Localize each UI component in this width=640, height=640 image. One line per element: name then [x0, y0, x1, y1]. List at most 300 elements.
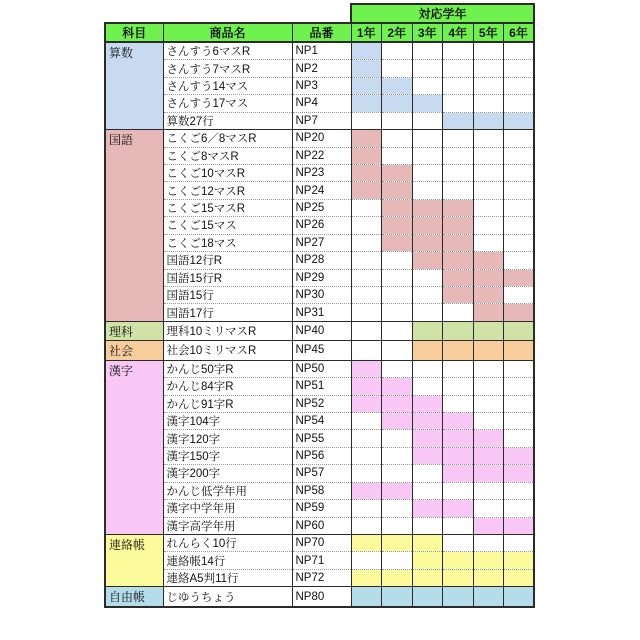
grade-highlight-cell	[443, 269, 474, 286]
grade-highlight-cell	[443, 217, 474, 234]
grade-highlight-cell	[473, 587, 504, 607]
grade-cell	[504, 360, 535, 377]
grade-highlight-cell	[412, 552, 443, 569]
table-row	[105, 95, 534, 112]
product-name-cell: こくご6／8マスR	[163, 130, 292, 147]
product-name-cell: 漢字120字	[163, 430, 292, 447]
col-header-grade-6: 6年	[504, 23, 535, 42]
product-code-cell: NP3	[292, 77, 351, 94]
grade-highlight-cell	[382, 217, 413, 234]
grade-highlight-cell	[382, 95, 413, 112]
grade-highlight-cell	[351, 147, 382, 164]
grade-cell	[351, 412, 382, 429]
grade-cell	[443, 164, 474, 181]
grade-highlight-cell	[504, 569, 535, 586]
grade-cell	[351, 252, 382, 269]
grade-highlight-cell	[382, 534, 413, 551]
grade-highlight-cell	[382, 412, 413, 429]
subject-cell: 理科	[105, 321, 163, 340]
grade-cell	[473, 164, 504, 181]
grade-cell	[504, 378, 535, 395]
product-code-cell: NP70	[292, 534, 351, 551]
grade-highlight-cell	[473, 465, 504, 482]
grade-cell	[504, 42, 535, 60]
product-code-cell: NP80	[292, 587, 351, 607]
table-row	[105, 482, 534, 499]
grade-cell	[504, 430, 535, 447]
grade-cell	[351, 341, 382, 360]
product-code-cell: NP29	[292, 269, 351, 286]
product-name-cell: 国語17行	[163, 304, 292, 321]
grade-highlight-cell	[412, 534, 443, 551]
grade-highlight-cell	[473, 321, 504, 340]
grade-cell	[351, 217, 382, 234]
grade-highlight-cell	[412, 95, 443, 112]
product-name-cell: 理科10ミリマスR	[163, 321, 292, 340]
table-row	[105, 430, 534, 447]
product-code-cell: NP55	[292, 430, 351, 447]
grade-cell	[504, 95, 535, 112]
product-code-cell: NP2	[292, 60, 351, 77]
grade-cell	[382, 304, 413, 321]
grade-cell	[473, 482, 504, 499]
product-code-cell: NP50	[292, 360, 351, 377]
grade-cell	[382, 286, 413, 303]
grade-highlight-cell	[351, 360, 382, 377]
product-code-cell: NP54	[292, 412, 351, 429]
grade-band-row	[105, 4, 534, 23]
grade-highlight-cell	[443, 447, 474, 464]
product-code-cell: NP24	[292, 182, 351, 199]
grade-highlight-cell	[412, 447, 443, 464]
grade-highlight-cell	[473, 569, 504, 586]
grade-cell	[382, 42, 413, 60]
grade-cell	[351, 269, 382, 286]
grade-highlight-cell	[382, 482, 413, 499]
table-row	[105, 395, 534, 412]
grade-cell	[504, 286, 535, 303]
table-row	[105, 587, 534, 607]
grade-cell	[382, 465, 413, 482]
grade-cell	[443, 360, 474, 377]
table-row	[105, 77, 534, 94]
grade-highlight-cell	[504, 465, 535, 482]
grade-highlight-cell	[504, 112, 535, 129]
subject-cell: 社会	[105, 341, 163, 360]
grade-cell	[382, 430, 413, 447]
grade-cell	[504, 482, 535, 499]
product-code-cell: NP72	[292, 569, 351, 586]
table-row	[105, 164, 534, 181]
grade-cell	[443, 77, 474, 94]
grade-cell	[504, 217, 535, 234]
col-header-grade-2: 2年	[382, 23, 413, 42]
table-row	[105, 42, 534, 60]
grade-cell	[504, 234, 535, 251]
grade-cell	[443, 304, 474, 321]
product-code-cell: NP25	[292, 199, 351, 216]
grade-cell	[473, 95, 504, 112]
product-name-cell: 社会10ミリマスR	[163, 341, 292, 360]
grade-highlight-cell	[473, 447, 504, 464]
grade-cell	[351, 321, 382, 340]
grade-cell	[382, 147, 413, 164]
grade-highlight-cell	[412, 199, 443, 216]
grade-highlight-cell	[412, 500, 443, 517]
product-name-cell: 算数27行	[163, 112, 292, 129]
product-code-cell: NP71	[292, 552, 351, 569]
grade-highlight-cell	[412, 395, 443, 412]
grade-highlight-cell	[351, 77, 382, 94]
product-name-cell: じゆうちょう	[163, 587, 292, 607]
grade-highlight-cell	[504, 341, 535, 360]
grade-highlight-cell	[443, 112, 474, 129]
product-name-cell: 漢字高学年用	[163, 517, 292, 534]
table-row	[105, 321, 534, 340]
grade-cell	[504, 252, 535, 269]
subject-cell: 算数	[105, 42, 163, 130]
grade-highlight-cell	[443, 587, 474, 607]
grade-cell	[412, 360, 443, 377]
col-header-grade-1: 1年	[351, 23, 382, 42]
subject-cell: 国語	[105, 130, 163, 322]
grade-highlight-cell	[473, 517, 504, 534]
table-row	[105, 286, 534, 303]
grade-cell	[382, 269, 413, 286]
product-code-cell: NP23	[292, 164, 351, 181]
product-name-cell: れんらく10行	[163, 534, 292, 551]
grade-cell	[382, 321, 413, 340]
grade-highlight-cell	[382, 587, 413, 607]
grade-highlight-cell	[443, 500, 474, 517]
grade-cell	[382, 500, 413, 517]
grade-cell	[504, 534, 535, 551]
table-row	[105, 269, 534, 286]
grade-cell	[412, 286, 443, 303]
grade-highlight-cell	[412, 412, 443, 429]
grade-highlight-cell	[382, 234, 413, 251]
table-row	[105, 360, 534, 377]
table-row	[105, 112, 534, 129]
grade-cell	[412, 304, 443, 321]
grade-cell	[504, 500, 535, 517]
product-name-cell: こくご8マスR	[163, 147, 292, 164]
product-name-cell: かんじ91字R	[163, 395, 292, 412]
product-code-cell: NP52	[292, 395, 351, 412]
grade-cell	[443, 517, 474, 534]
grade-highlight-cell	[504, 587, 535, 607]
grade-highlight-cell	[412, 569, 443, 586]
grade-highlight-cell	[351, 569, 382, 586]
grade-highlight-cell	[443, 341, 474, 360]
table-row	[105, 552, 534, 569]
grade-cell	[473, 234, 504, 251]
grade-cell	[412, 60, 443, 77]
grade-cell	[351, 447, 382, 464]
table-row	[105, 447, 534, 464]
grade-cell	[382, 552, 413, 569]
table-row	[105, 534, 534, 551]
column-header-row	[105, 23, 534, 42]
grade-highlight-cell	[412, 252, 443, 269]
grade-highlight-cell	[412, 217, 443, 234]
product-code-cell: NP4	[292, 95, 351, 112]
grade-cell	[504, 147, 535, 164]
table-row	[105, 341, 534, 360]
grade-cell	[443, 534, 474, 551]
subject-cell: 自由帳	[105, 587, 163, 607]
grade-cell	[473, 182, 504, 199]
col-header-grade-5: 5年	[473, 23, 504, 42]
table-row	[105, 252, 534, 269]
product-name-cell: 漢字中学年用	[163, 500, 292, 517]
table-row	[105, 517, 534, 534]
col-header-grade-3: 3年	[412, 23, 443, 42]
product-code-cell: NP22	[292, 147, 351, 164]
product-name-cell: さんすう6マスR	[163, 42, 292, 60]
grade-cell	[504, 130, 535, 147]
grade-highlight-cell	[443, 286, 474, 303]
grade-highlight-cell	[351, 60, 382, 77]
grade-highlight-cell	[351, 482, 382, 499]
grade-highlight-cell	[504, 552, 535, 569]
grade-highlight-cell	[473, 341, 504, 360]
product-name-cell: 国語15行	[163, 286, 292, 303]
subject-cell: 連絡帳	[105, 534, 163, 586]
product-name-cell: こくご18マス	[163, 234, 292, 251]
product-name-cell: さんすう7マスR	[163, 60, 292, 77]
product-name-cell: さんすう14マス	[163, 77, 292, 94]
grade-cell	[412, 269, 443, 286]
grade-highlight-cell	[504, 517, 535, 534]
subject-cell: 漢字	[105, 360, 163, 534]
table-row	[105, 465, 534, 482]
product-code-cell: NP31	[292, 304, 351, 321]
grade-cell	[504, 182, 535, 199]
product-code-cell: NP1	[292, 42, 351, 60]
grade-cell	[443, 395, 474, 412]
grade-cell	[412, 112, 443, 129]
grade-highlight-cell	[382, 569, 413, 586]
grade-highlight-cell	[504, 269, 535, 286]
product-name-cell: 国語15行R	[163, 269, 292, 286]
grade-highlight-cell	[412, 321, 443, 340]
table-row	[105, 412, 534, 429]
grade-cell	[504, 164, 535, 181]
grade-cell	[412, 465, 443, 482]
product-code-cell: NP26	[292, 217, 351, 234]
grade-highlight-cell	[382, 378, 413, 395]
product-name-cell: さんすう17マス	[163, 95, 292, 112]
table-row	[105, 234, 534, 251]
grade-cell	[382, 341, 413, 360]
grade-cell	[473, 147, 504, 164]
grade-band-header: 対応学年	[351, 4, 534, 23]
table-body	[105, 42, 534, 607]
grade-cell	[382, 252, 413, 269]
product-name-cell: こくご12マスR	[163, 182, 292, 199]
grade-cell	[351, 500, 382, 517]
product-code-cell: NP30	[292, 286, 351, 303]
grade-cell	[351, 430, 382, 447]
product-name-cell: 漢字200字	[163, 465, 292, 482]
grade-cell	[443, 60, 474, 77]
col-header-grade-4: 4年	[443, 23, 474, 42]
grade-highlight-cell	[382, 199, 413, 216]
product-name-cell: 連絡帳14行	[163, 552, 292, 569]
grade-highlight-cell	[382, 164, 413, 181]
product-code-cell: NP40	[292, 321, 351, 340]
grade-cell	[382, 360, 413, 377]
grade-cell	[473, 412, 504, 429]
product-name-cell: こくご10マスR	[163, 164, 292, 181]
grade-cell	[443, 147, 474, 164]
grade-cell	[351, 552, 382, 569]
grade-highlight-cell	[443, 465, 474, 482]
grade-cell	[412, 378, 443, 395]
grade-cell	[504, 77, 535, 94]
grade-cell	[351, 234, 382, 251]
grade-highlight-cell	[443, 234, 474, 251]
product-code-cell: NP45	[292, 341, 351, 360]
grade-cell	[351, 286, 382, 303]
product-grade-table	[104, 3, 535, 608]
grade-cell	[412, 164, 443, 181]
product-name-cell: 国語12行R	[163, 252, 292, 269]
grade-cell	[443, 130, 474, 147]
product-name-cell: かんじ低学年用	[163, 482, 292, 499]
table-row	[105, 147, 534, 164]
grade-highlight-cell	[351, 130, 382, 147]
grade-highlight-cell	[443, 569, 474, 586]
band-spacer	[105, 4, 351, 23]
grade-highlight-cell	[412, 587, 443, 607]
grade-cell	[351, 199, 382, 216]
table-row	[105, 304, 534, 321]
col-header-subject: 科目	[105, 23, 163, 42]
table-row	[105, 378, 534, 395]
grade-highlight-cell	[443, 552, 474, 569]
grade-highlight-cell	[473, 304, 504, 321]
grade-cell	[473, 217, 504, 234]
grade-cell	[473, 42, 504, 60]
product-code-cell: NP56	[292, 447, 351, 464]
grade-cell	[443, 95, 474, 112]
grade-cell	[443, 482, 474, 499]
product-code-cell: NP60	[292, 517, 351, 534]
product-name-cell: こくご15マス	[163, 217, 292, 234]
grade-highlight-cell	[473, 252, 504, 269]
grade-highlight-cell	[382, 395, 413, 412]
product-name-cell: かんじ84字R	[163, 378, 292, 395]
product-code-cell: NP57	[292, 465, 351, 482]
grade-cell	[504, 199, 535, 216]
grade-highlight-cell	[351, 95, 382, 112]
grade-highlight-cell	[473, 112, 504, 129]
table-row	[105, 199, 534, 216]
grade-highlight-cell	[504, 304, 535, 321]
product-name-cell: 漢字150字	[163, 447, 292, 464]
grade-highlight-cell	[412, 341, 443, 360]
grade-cell	[473, 199, 504, 216]
table-row	[105, 60, 534, 77]
grade-highlight-cell	[473, 430, 504, 447]
product-name-cell: 連絡A5判11行	[163, 569, 292, 586]
grade-cell	[382, 447, 413, 464]
grade-cell	[382, 130, 413, 147]
product-code-cell: NP59	[292, 500, 351, 517]
table-row	[105, 500, 534, 517]
product-name-cell: こくご15マスR	[163, 199, 292, 216]
table-row	[105, 569, 534, 586]
grade-highlight-cell	[382, 77, 413, 94]
grade-cell	[473, 77, 504, 94]
grade-cell	[412, 517, 443, 534]
grade-cell	[412, 130, 443, 147]
grade-highlight-cell	[473, 552, 504, 569]
grade-highlight-cell	[443, 252, 474, 269]
grade-cell	[473, 500, 504, 517]
grade-highlight-cell	[473, 269, 504, 286]
grade-cell	[412, 77, 443, 94]
grade-highlight-cell	[351, 164, 382, 181]
grade-highlight-cell	[443, 430, 474, 447]
product-code-cell: NP28	[292, 252, 351, 269]
grade-cell	[351, 304, 382, 321]
grade-cell	[504, 60, 535, 77]
product-code-cell: NP7	[292, 112, 351, 129]
table-row	[105, 182, 534, 199]
grade-cell	[473, 360, 504, 377]
product-code-cell: NP51	[292, 378, 351, 395]
grade-cell	[412, 42, 443, 60]
product-code-cell: NP20	[292, 130, 351, 147]
grade-cell	[473, 130, 504, 147]
grade-cell	[382, 60, 413, 77]
grade-highlight-cell	[504, 321, 535, 340]
grade-cell	[412, 482, 443, 499]
grade-cell	[443, 182, 474, 199]
grade-highlight-cell	[351, 587, 382, 607]
grade-cell	[351, 465, 382, 482]
grade-highlight-cell	[351, 42, 382, 60]
grade-cell	[473, 378, 504, 395]
product-name-cell: かんじ50字R	[163, 360, 292, 377]
grade-cell	[382, 112, 413, 129]
grade-highlight-cell	[443, 412, 474, 429]
product-code-cell: NP27	[292, 234, 351, 251]
grade-highlight-cell	[351, 182, 382, 199]
grade-cell	[473, 395, 504, 412]
table-row	[105, 217, 534, 234]
grade-cell	[443, 42, 474, 60]
grade-cell	[382, 517, 413, 534]
grade-cell	[473, 534, 504, 551]
product-code-cell: NP58	[292, 482, 351, 499]
col-header-code: 品番	[292, 23, 351, 42]
grade-cell	[351, 112, 382, 129]
grade-highlight-cell	[351, 534, 382, 551]
grade-highlight-cell	[443, 321, 474, 340]
grade-cell	[504, 412, 535, 429]
col-header-product: 商品名	[163, 23, 292, 42]
grade-cell	[504, 395, 535, 412]
grade-highlight-cell	[382, 182, 413, 199]
grade-cell	[412, 182, 443, 199]
table-row	[105, 130, 534, 147]
grade-cell	[351, 517, 382, 534]
product-name-cell: 漢字104字	[163, 412, 292, 429]
